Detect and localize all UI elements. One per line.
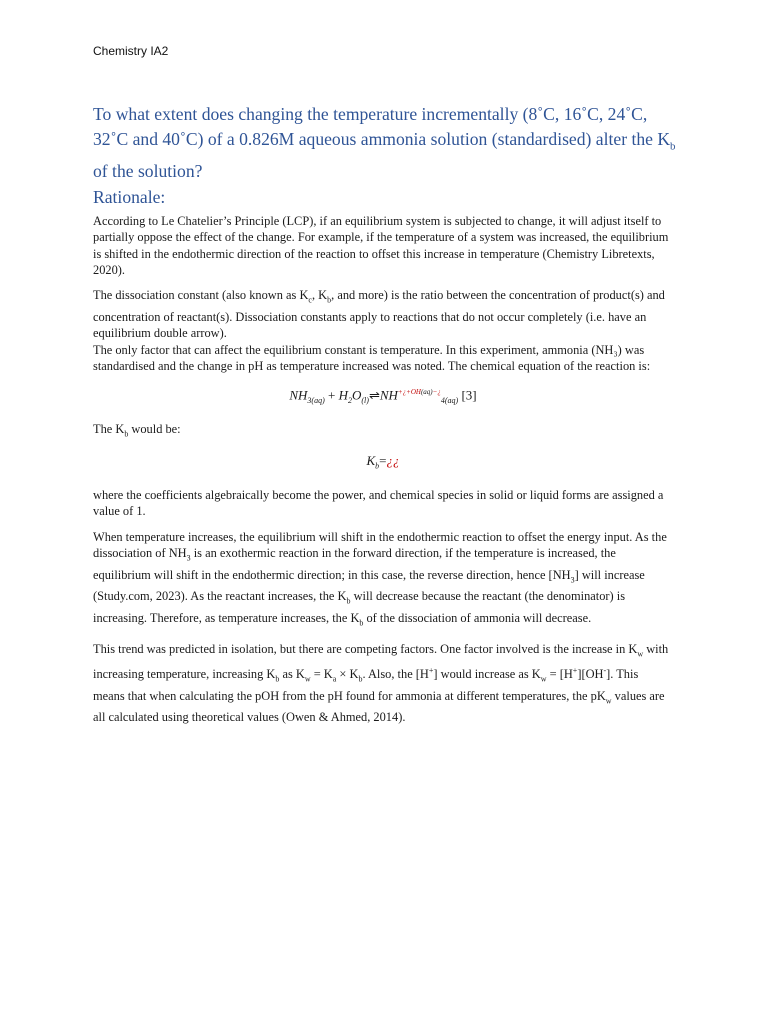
paragraph-competing-factors: This trend was predicted in isolation, but there are competing factors. One factor involved is the increase in $K_w$ with increasing temperature, increasing $K_b$ as $K_w = K_a \times K_b$. Also, the [H+] would increase as $K_w = [H^+][OH^-]$. This means that when calculating the pOH from the pH found for ammonia at different temperatures, the $pK_w$ values are all calculated using theoretical values (Owen & Ahmed, 2014). xyxy=(93,641,669,725)
paragraph-lcp: According to Le Chatelier’s Principle (LCP), if an equilibrium system is subjected to change, it will adjust itself to partially oppose the effect of the change. For example, if the temperature of a system was increased, the equilibrium is shifted in the endothermic direction of the reaction to offset this increase in temperature (Chemistry Libretexts, 2020). xyxy=(93,214,669,277)
paragraph-dissociation: The dissociation constant (also known as $K_c$, $K_b$, and more) is the ratio between the concentration of product(s) and concentration of reactant(s). Dissociation constants apply to reactions that do not occur completely (i.e. have an equilibrium double arrow). The only factor that can affect the equilibrium constant is temperature. In this experiment, ammonia (NH₃) was standardised and the change in pH as temperature increased was noted. The chemical equation of the reaction is: xyxy=(93,288,665,373)
paragraph-coefficients: where the coefficients algebraically become the power, and chemical species in solid or liquid forms are assigned a value of 1. xyxy=(93,488,664,519)
page-header: Chemistry IA2 xyxy=(93,44,169,58)
chemical-equation: $NH_{3(aq)}$ + $H_2O_{(l)}\rightleftharpoons NH^{+¿+OH(aq)-¿}_{4(aq)}$ [3] xyxy=(289,387,477,406)
title-text-end: of the solution? xyxy=(93,160,203,181)
section-heading: Rationale: xyxy=(93,187,166,207)
kb-equation: $K_b=¿¿$ xyxy=(366,453,400,471)
document-title xyxy=(93,102,678,183)
title-subscript: b xyxy=(670,140,676,153)
title-text: To what extent does changing the temperature incrementally (8˚C, 16˚C, 24˚C, 32˚C and 40˚C) of a 0.826M aqueous ammonia solution (standardised) alter the K xyxy=(93,104,671,149)
body-text xyxy=(93,213,673,735)
paragraph-temperature: When temperature increases, the equilibrium will shift in the endothermic reaction to offset the energy input. As the dissociation of $NH_3$ is an exothermic reaction in the forward direction, if the temperature is increased, the equilibrium will shift in the endothermic direction; in this case, the reverse direction, hence $[NH_3]$ will increase (Study.com, 2023). As the reactant increases, the $K_b$ will decrease because the reactant (the denominator) is increasing. Therefore, as temperature increases, the $K_b$ of the dissociation of ammonia will decrease. xyxy=(93,529,667,628)
paragraph-kb-intro: The $K_b$ would be: xyxy=(93,422,181,439)
